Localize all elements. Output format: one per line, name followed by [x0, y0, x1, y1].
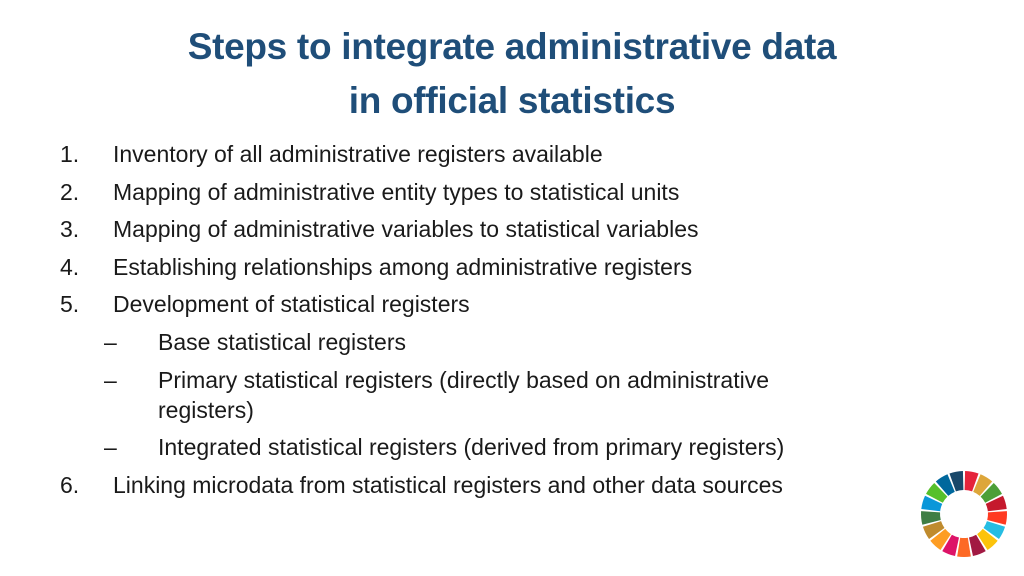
list-item-text: Linking microdata from statistical registers and other data sources [113, 472, 783, 498]
sub-list-item-text: Primary statistical registers (directly based on administrative [158, 367, 769, 393]
sdg-wheel-segment [957, 538, 971, 557]
list-item-number: 5. [60, 291, 80, 317]
list-item-number: 1. [60, 141, 80, 167]
sdg-color-wheel-icon [920, 470, 1008, 558]
list-item-text: Mapping of administrative entity types to statistical units [113, 179, 680, 205]
list-item-number: 6. [60, 472, 80, 498]
slide-title-line-2: in official statistics [348, 80, 676, 121]
sub-list-item-dash: – [104, 367, 117, 393]
sub-list-item-dash: – [104, 329, 117, 355]
sub-list-item-text: Integrated statistical registers (derived from primary registers) [158, 434, 785, 460]
list-item-number: 2. [60, 179, 80, 205]
list-item-number: 4. [60, 254, 80, 280]
list-item-text: Inventory of all administrative registers available [113, 141, 603, 167]
list-item-text: Mapping of administrative variables to statistical variables [113, 216, 699, 242]
list-item-text: Development of statistical registers [113, 291, 470, 317]
slide-title-line-1: Steps to integrate administrative data [187, 26, 837, 67]
list-item-text: Establishing relationships among administrative registers [113, 254, 693, 280]
sub-list-item-dash: – [104, 434, 117, 460]
sub-list-item-text: registers) [158, 397, 254, 423]
sub-list-item-text: Base statistical registers [158, 329, 406, 355]
list-item-number: 3. [60, 216, 80, 242]
